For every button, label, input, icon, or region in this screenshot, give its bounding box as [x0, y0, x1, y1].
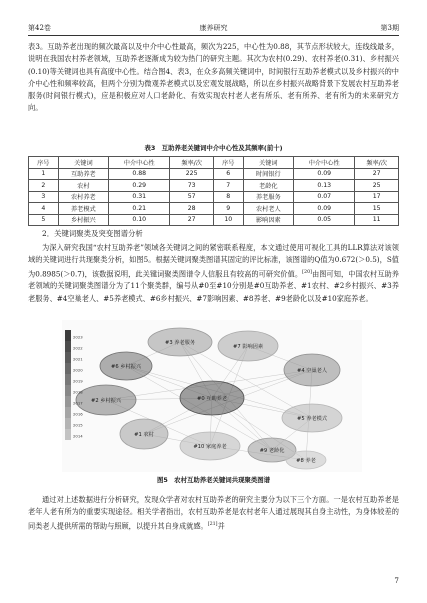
cluster-label: #7 影响因素: [232, 344, 264, 350]
header-journal: 康养研究: [199, 24, 228, 32]
legend-tick-label: 2018: [73, 389, 83, 395]
table-cell: 乡村振兴: [58, 214, 109, 226]
table-header-cell: 关键词: [243, 157, 294, 169]
page-number: 7: [394, 576, 399, 585]
paragraph-3-text: 通过对上述数据进行分析研究，发现众学者对农村互助养老的研究主要分为以下三个方面。一是农村互助养老是老年人老有所为的重要实现途径。相关学者指出，农村互助养老是农村老年人通过展现其自身主动性，为身体较差的同类老人提供所需的帮助与照顾，以提升其自身成就感。: [28, 495, 399, 530]
table-cell: 0.10: [109, 214, 170, 226]
legend-tick-label: 2014: [73, 433, 83, 439]
legend-swatch: [65, 374, 71, 385]
table-row: [29, 191, 399, 203]
header-issue: 第3期: [380, 24, 399, 32]
legend-swatch: [65, 429, 71, 440]
header-rule: [28, 35, 399, 36]
legend-swatch: [65, 418, 71, 429]
cluster-label: #5 养老模式: [296, 416, 328, 422]
table-cell: 0.21: [109, 203, 170, 215]
table-cell: 影响因素: [243, 214, 294, 226]
table-row: [29, 168, 399, 180]
legend-tick-label: 2017: [73, 400, 83, 406]
table-row: [29, 214, 399, 226]
table-header-row: [29, 157, 399, 169]
table-row: [29, 180, 399, 192]
cluster-label: #8 养老: [296, 458, 316, 464]
table-cell: 8: [213, 191, 243, 203]
table-cell: 农村: [58, 180, 109, 192]
table-cell: 0.09: [294, 203, 355, 215]
paragraph-3: [28, 494, 399, 532]
cluster-map: [62, 320, 362, 472]
paragraph-2-rest: 由图可知，中国农村互助养老领域的关键词聚类图谱分为了11个聚类群，编号从#0至#10分别是#0互助养老、#1农村、#2乡村振兴、#3养老服务、#4空巢老人、#5养老模式、#6乡村振兴、#7影响因素、#8养老、#9老龄化以及#10家庭养老。: [28, 268, 399, 303]
section-heading: 2．关键词聚类及突变图谱分析: [42, 229, 143, 238]
cluster-label: #4 空巢老人: [296, 368, 328, 374]
table-cell: 老龄化: [243, 180, 294, 192]
citation: [21]: [207, 521, 218, 527]
table-header-cell: 序号: [29, 157, 59, 169]
table-cell: 0.13: [294, 180, 355, 192]
table-cell: 7: [213, 180, 243, 192]
table-row: [29, 203, 399, 215]
table-header-cell: 中介中心性: [294, 157, 355, 169]
table-cell: 4: [29, 203, 59, 215]
cluster-label: #1 农村: [134, 432, 154, 438]
table-cell: 6: [213, 168, 243, 180]
table-header-cell: 频率/次: [170, 157, 214, 169]
legend-swatch: [65, 341, 71, 352]
table-cell: 0.31: [109, 191, 170, 203]
cluster-label: #2 乡村振兴: [90, 398, 122, 404]
table-cell: 15: [355, 203, 399, 215]
table-header-cell: 序号: [213, 157, 243, 169]
table-cell: 25: [355, 180, 399, 192]
legend-swatch: [65, 385, 71, 396]
legend-tick-label: 2022: [73, 345, 83, 351]
table-cell: 养老模式: [58, 203, 109, 215]
table-cell: 17: [355, 191, 399, 203]
table-header-cell: 中介中心性: [109, 157, 170, 169]
legend-swatch: [65, 330, 71, 341]
table-cell: 11: [355, 214, 399, 226]
table-header-cell: 频率/次: [355, 157, 399, 169]
paragraph-1: 表3。互助养老出现的频次最高以及中介中心性最高，频次为225，中心性为0.88，其节点形状较大，连线线最多，说明在我国农村养老领域，互助养老逐渐成为较为热门的研究主题。其次为农村(0.29)、农村养老(0.31)、乡村振兴(0.10)等关键词也具有高度中心性。结合图4、表3，在众多高频关键词中，时间银行互助养老模式以及乡村振兴的中介中心性和频率较高，但两个分别为微观养老模式以及宏观发展战略，所以在乡村振兴战略背景下发展农村互助养老服务(时间银行模式)，应是积极应对人口老龄化、有效实现农村老人老有所乐、老有所养、老有所为的未来研究方向。: [28, 42, 399, 113]
table-header-cell: 关键词: [58, 157, 109, 169]
table-cell: 养老服务: [243, 191, 294, 203]
figure-caption: 图5 农村互助养老关键词共现聚类图谱: [156, 476, 271, 484]
table-cell: 农村老人: [243, 203, 294, 215]
paragraph-2-text: 为深入研究我国“农村互助养老”领域各关键词之间的紧密联系程度，本文通过使用可视化工具的LLR算法对该领域的关键词进行共现聚类分析，如图5。根据关键词聚类图谱其固定的评比标准，该图谱的Q值为0.672(＞0.5)，S值为0.8985(＞0.7)，该数据说明，此关键词聚类图谱令人信服且有较高的可研究价值。: [28, 243, 399, 278]
legend-swatch: [65, 396, 71, 407]
cluster-map-figure: [62, 320, 362, 472]
table-cell: 28: [170, 203, 214, 215]
cluster-label: #6 乡村振兴: [110, 364, 142, 370]
table-cell: 0.05: [294, 214, 355, 226]
citation: [20]: [302, 269, 312, 275]
table-cell: 225: [170, 168, 214, 180]
table-caption: 表3 互助养老关键词中介中心性及其频率(前十): [144, 144, 283, 152]
table-cell: 10: [213, 214, 243, 226]
legend-tick-label: 2019: [73, 378, 83, 384]
table-cell: 2: [29, 180, 59, 192]
legend-tick-label: 2016: [73, 411, 83, 417]
table-cell: 农村养老: [58, 191, 109, 203]
table-cell: 5: [29, 214, 59, 226]
legend-tick-label: 2015: [73, 422, 83, 428]
header-volume: 第42卷: [28, 24, 51, 32]
legend-swatch: [65, 407, 71, 418]
table-cell: 73: [170, 180, 214, 192]
paragraph-2: [28, 242, 399, 305]
legend-tick-label: 2021: [73, 356, 83, 362]
table-cell: 27: [355, 168, 399, 180]
legend-swatch: [65, 352, 71, 363]
legend-tick-label: 2023: [73, 334, 83, 340]
keyword-table: [28, 156, 399, 226]
table-cell: 0.88: [109, 168, 170, 180]
table-cell: 0.29: [109, 180, 170, 192]
table-cell: 0.07: [294, 191, 355, 203]
table-cell: 57: [170, 191, 214, 203]
cluster-label: #3 养老服务: [164, 340, 196, 346]
cluster-label: #10 家庭养老: [193, 444, 227, 450]
legend-tick-label: 2020: [73, 367, 83, 373]
table-cell: 3: [29, 191, 59, 203]
table-cell: 1: [29, 168, 59, 180]
paragraph-3-tail: 并: [217, 520, 225, 530]
table-cell: 0.09: [294, 168, 355, 180]
table-cell: 时间银行: [243, 168, 294, 180]
running-header: [28, 22, 399, 34]
table-cell: 互助养老: [58, 168, 109, 180]
table-cell: 27: [170, 214, 214, 226]
cluster-label: #9 老龄化: [259, 448, 285, 454]
cluster-label: #0 互助养老: [196, 396, 228, 402]
table-cell: 9: [213, 203, 243, 215]
legend-swatch: [65, 363, 71, 374]
